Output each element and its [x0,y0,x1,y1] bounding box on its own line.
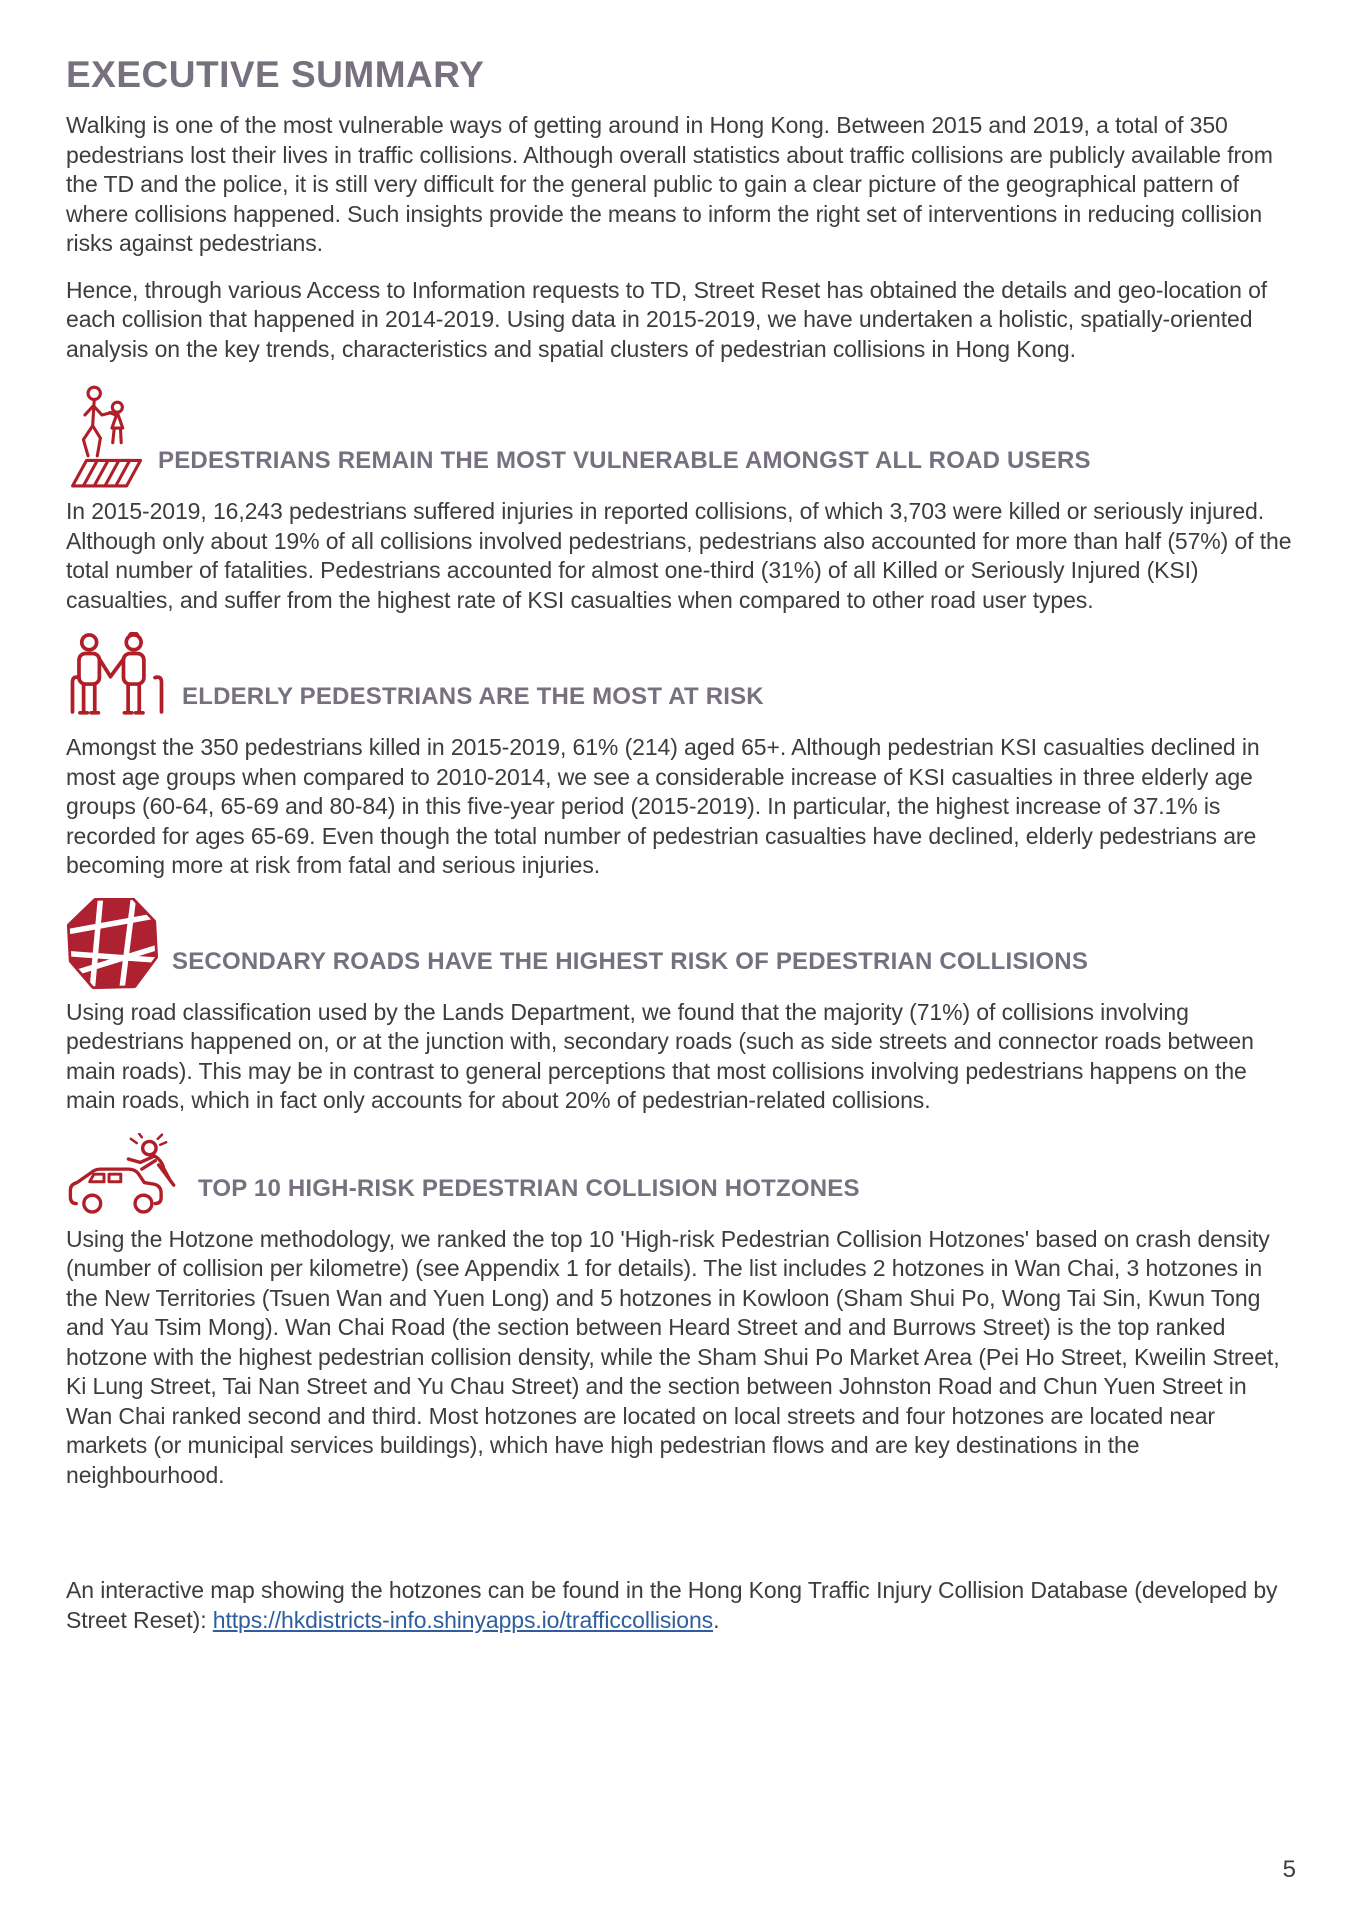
section-body: Amongst the 350 pedestrians killed in 2015-2019, 61% (214) aged 65+. Although pedestrian KSI casualties declined in most age groups when compared to 2010-2014, we see a considerable increase of KSI casualties in three elderly age groups (60-64, 65-69 and 80-84) in this five-year period (2015-2019). In particular, the highest increase of 37.1% is recorded for ages 65-69. Even though the total number of pedestrian casualties have declined, elderly pedestrians are becoming more at risk from fatal and serious injuries. [66,734,1260,878]
page-number: 5 [1282,1856,1296,1883]
elderly-pedestrians-icon [66,632,168,725]
section-elderly-at-risk [66,632,1292,881]
closing-text: An interactive map showing the hotzones can be found in the Hong Kong Traffic Injury Collision Database (developed by Street Reset): [66,1577,1278,1633]
closing-paragraph [66,1576,1298,1635]
section-heading: ELDERLY PEDESTRIANS ARE THE MOST AT RISK [182,683,764,710]
traffic-collision-database-link[interactable]: https://hkdistricts-info.shinyapps.io/trafficcollisions [212,1606,714,1633]
section-header [66,1133,1292,1217]
section-pedestrians-vulnerable [66,381,1292,615]
section-header [66,381,1292,489]
section-body: In 2015-2019, 16,243 pedestrians suffered injuries in reported collisions, of which 3,703 were killed or seriously injured. Although only about 19% of all collisions involved pedestrians, pedestrians also accounted for more than half (57%) of the total number of fatalities. Pedestrians accounted for almost one-third (31%) of all Killed or Seriously Injured (KSI) casualties, and suffer from the highest rate of KSI casualties when compared to other road user types. [66,498,1292,613]
section-heading: PEDESTRIANS REMAIN THE MOST VULNERABLE AMONGST ALL ROAD USERS [158,447,1091,474]
car-pedestrian-collision-icon [66,1133,184,1217]
section-top10-hotzones [66,1133,1292,1491]
road-map-icon [66,898,158,990]
section-header [66,898,1292,990]
section-heading: SECONDARY ROADS HAVE THE HIGHEST RISK OF PEDESTRIAN COLLISIONS [172,947,1089,975]
section-body: Using the Hotzone methodology, we ranked the top 10 'High-risk Pedestrian Collision Hotzones' based on crash density (number of collision per kilometre) (see Appendix 1 for details). The list includes 2 hotzones in Wan Chai, 3 hotzones in the New Territories (Tsuen Wan and Yuen Long) and 5 hotzones in Kowloon (Sham Shui Po, Wong Tai Sin, Kwun Tong and Yau Tsim Mong). Wan Chai Road (the section between Heard Street and and Burrows Street) is the top ranked hotzone with the highest pedestrian collision density, while the Sham Shui Po Market Area (Pei Ho Street, Kweilin Street, Ki Lung Street, Tai Nan Street and Yu Chau Street) and the section between Johnston Road and Chun Yuen Street in Wan Chai ranked second and third. Most hotzones are located on local streets and four hotzones are located near markets (or municipal services buildings), which have high pedestrian flows and are key destinations in the neighbourhood. [66,1225,1280,1488]
section-heading: TOP 10 HIGH-RISK PEDESTRIAN COLLISION HOTZONES [198,1174,860,1202]
intro-paragraph-1: Walking is one of the most vulnerable ways of getting around in Hong Kong. Between 2015 and 2019, a total of 350 pedestrians lost their lives in traffic collisions. Although overall statistics about traffic collisions are publicly available from the TD and the police, it is still very difficult for the general public to gain a clear picture of the geographical pattern of where collisions happened. Such insights provide the means to inform the right set of interventions in reducing collision risks against pedestrians. [66,112,1273,256]
section-secondary-roads [66,898,1292,1116]
pedestrian-crossing-icon [66,381,144,489]
intro-paragraph-2: Hence, through various Access to Information requests to TD, Street Reset has obtained the details and geo-location of each collision that happened in 2014-2019. Using data in 2015-2019, we have undertaken a holistic, spatially-oriented analysis on the key trends, characteristics and spatial clusters of pedestrian collisions in Hong Kong. [66,276,1268,362]
section-header [66,632,1292,725]
closing-suffix: . [713,1606,720,1633]
page-title: EXECUTIVE SUMMARY [66,54,485,95]
section-body: Using road classification used by the Lands Department, we found that the majority (71%) of collisions involving pedestrians happened on, or at the junction with, secondary roads (such as side streets and connector roads between main roads). This may be in contrast to general perceptions that most collisions involving pedestrians happens on the main roads, which in fact only accounts for about 20% of pedestrian-related collisions. [66,998,1254,1113]
